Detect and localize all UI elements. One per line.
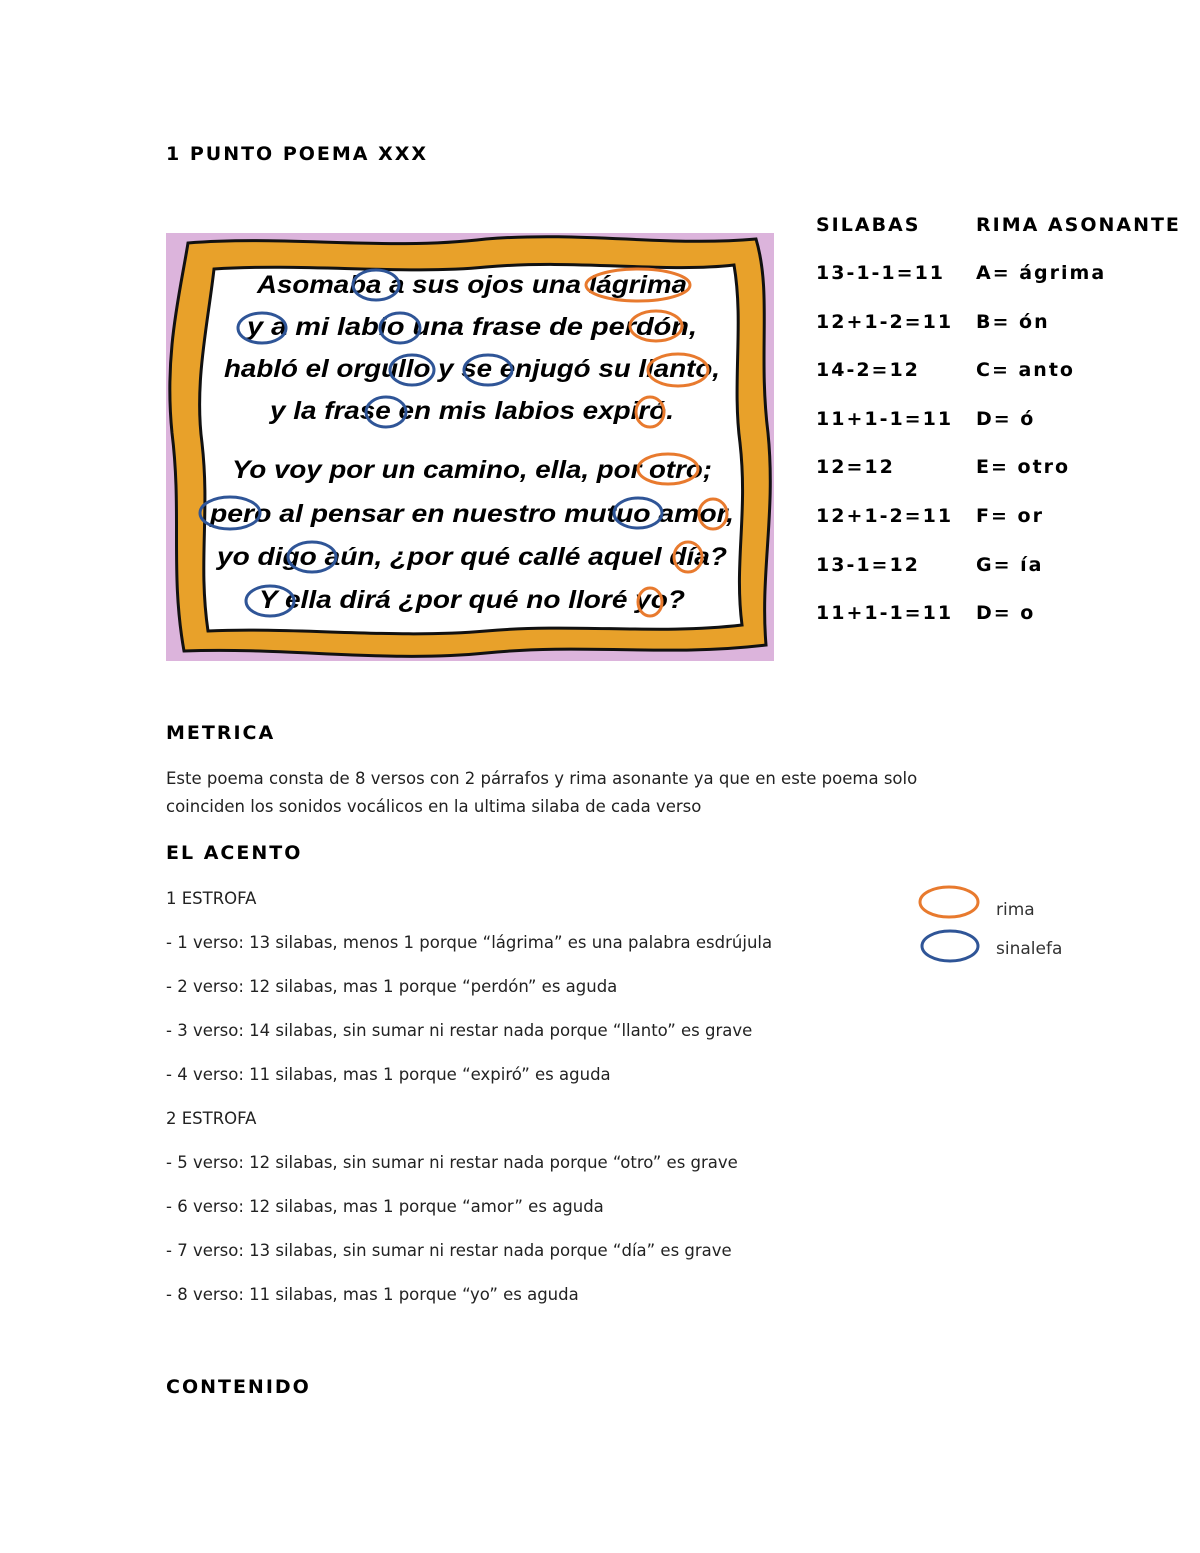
verso-line: - 6 verso: 12 silabas, mas 1 porque “amor” es aguda bbox=[166, 1197, 604, 1216]
verso-line: - 4 verso: 11 silabas, mas 1 porque “expiró” es aguda bbox=[166, 1065, 611, 1084]
legend-rima-label: rima bbox=[996, 900, 1035, 920]
silabas-cell: 12=12 bbox=[816, 456, 895, 478]
poem-line: Y ella dirá ¿por qué no lloré yo? bbox=[259, 586, 685, 614]
acento-heading: EL ACENTO bbox=[166, 842, 303, 864]
silabas-cell: 11+1-1=11 bbox=[816, 602, 954, 624]
page-title: 1 PUNTO POEMA XXX bbox=[166, 143, 429, 165]
rima-cell: D= ó bbox=[976, 408, 1036, 430]
metrica-text-line: coinciden los sonidos vocálicos en la ultima silaba de cada verso bbox=[166, 797, 702, 816]
silabas-cell: 13-1=12 bbox=[816, 554, 920, 576]
rima-cell: A= ágrima bbox=[976, 262, 1107, 284]
verso-line: - 2 verso: 12 silabas, mas 1 porque “perdón” es aguda bbox=[166, 977, 618, 996]
silabas-cell: 13-1-1=11 bbox=[816, 262, 946, 284]
poem-line: y la frase en mis labios expiró. bbox=[267, 397, 674, 425]
silabas-cell: 11+1-1=11 bbox=[816, 408, 954, 430]
legend bbox=[916, 882, 1086, 972]
silabas-header: SILABAS bbox=[816, 214, 921, 236]
poem-line: yo digo aún, ¿por qué callé aquel día? bbox=[214, 543, 727, 571]
rima-cell: G= ía bbox=[976, 554, 1044, 576]
rima-cell: C= anto bbox=[976, 359, 1075, 381]
poem-image bbox=[166, 233, 774, 661]
silabas-cell: 12+1-2=11 bbox=[816, 505, 954, 527]
verso-line: - 1 verso: 13 silabas, menos 1 porque “lágrima” es una palabra esdrújula bbox=[166, 933, 773, 952]
verso-line: - 5 verso: 12 silabas, sin sumar ni restar nada porque “otro” es grave bbox=[166, 1153, 738, 1172]
legend-sinalefa-label: sinalefa bbox=[996, 939, 1063, 959]
sinalefa-legend-icon bbox=[922, 931, 978, 961]
rima-cell: F= or bbox=[976, 505, 1044, 527]
metrica-text-line: Este poema consta de 8 versos con 2 párrafos y rima asonante ya que en este poema solo bbox=[166, 769, 918, 788]
rima-cell: D= o bbox=[976, 602, 1036, 624]
rima-cell: B= ón bbox=[976, 311, 1050, 333]
legend-symbols bbox=[916, 882, 986, 972]
estrofa-label: 2 ESTROFA bbox=[166, 1109, 257, 1128]
poem-line: Yo voy por un camino, ella, por otro; bbox=[232, 456, 712, 484]
rima-header: RIMA ASONANTE bbox=[976, 214, 1181, 236]
rima-cell: E= otro bbox=[976, 456, 1071, 478]
rima-legend-icon bbox=[920, 887, 978, 917]
verso-line: - 7 verso: 13 silabas, sin sumar ni restar nada porque “día” es grave bbox=[166, 1241, 732, 1260]
silabas-cell: 14-2=12 bbox=[816, 359, 920, 381]
estrofa-label: 1 ESTROFA bbox=[166, 889, 257, 908]
verso-line: - 3 verso: 14 silabas, sin sumar ni restar nada porque “llanto” es grave bbox=[166, 1021, 753, 1040]
silabas-cell: 12+1-2=11 bbox=[816, 311, 954, 333]
poem-figure bbox=[166, 233, 774, 661]
contenido-heading: CONTENIDO bbox=[166, 1376, 311, 1398]
poem-line: pero al pensar en nuestro mutuo amor, bbox=[208, 500, 734, 528]
verso-line: - 8 verso: 11 silabas, mas 1 porque “yo” es aguda bbox=[166, 1285, 579, 1304]
poem-line: habló el orgullo y se enjugó su llanto, bbox=[224, 355, 720, 383]
poem-line: y a mi labio una frase de perdón, bbox=[244, 313, 697, 341]
poem-line: Asomaba a sus ojos una lágrima bbox=[255, 271, 688, 299]
metrica-heading: METRICA bbox=[166, 722, 276, 744]
